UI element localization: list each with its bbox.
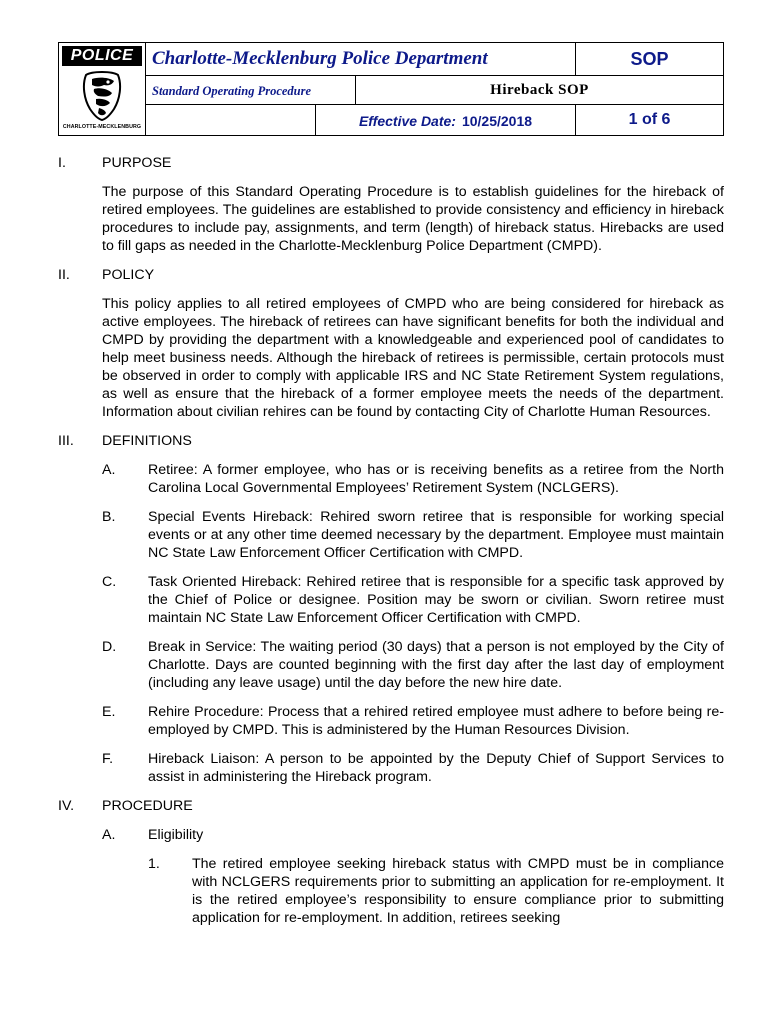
page-number: 1 of 6 (628, 111, 671, 128)
purpose-paragraph: The purpose of this Standard Operating Procedure is to establish guidelines for the hireback of retired employees. The guidelines are established to provide consistency and efficiency in hireback procedures to include pay, assignments, and term (length) of hireback status. Hirebacks are used to fill gaps as needed in the Charlotte-Mecklenburg Police Department (CMPD). (102, 184, 724, 254)
effective-date-cell (315, 104, 576, 136)
definition-item (102, 508, 724, 562)
item-letter: A. (102, 462, 116, 478)
section-number: III. (58, 433, 74, 449)
item-letter: F. (102, 751, 114, 767)
cmpd-logo (62, 46, 142, 132)
item-text: Task Oriented Hireback: Rehired retiree that is responsible for a specific task approved by the Chief of Police or designee. Position may be sworn or civilian. Sworn retiree must maintain NC State Law Enforcement Officer Certification with CMPD. (148, 574, 724, 626)
doc-type-cell (575, 42, 724, 76)
policy-paragraph: This policy applies to all retired employees of CMPD who are being considered for hireback as active employees. The hireback of retirees can have significant benefits for both the individual and CMPD by providing the department with a knowledgeable and experienced pool of candidates to help meet business needs. Although the hireback of retirees is permissible, certain protocols must be observed in order to comply with applicable IRS and NC State Retirement System regulations, as well as ensure that the hireback of a former employee meets the needs of the department. Information about civilian rehires can be found by contacting City of Charlotte Human Resources. (102, 296, 724, 420)
section-heading-purpose (58, 154, 724, 172)
item-letter: B. (102, 509, 116, 525)
section-number: IV. (58, 798, 75, 814)
definition-item (102, 638, 724, 692)
section-title: PROCEDURE (102, 798, 193, 814)
section-heading-policy (58, 266, 724, 284)
logo-footer: CHARLOTTE-MECKLENBURG (62, 124, 142, 130)
sop-name-cell (355, 75, 724, 105)
procedure-subsection (102, 826, 724, 844)
section-title: DEFINITIONS (102, 433, 192, 449)
section-title: PURPOSE (102, 155, 172, 171)
subsection-title: Eligibility (148, 827, 204, 843)
effective-date-label: Effective Date: (358, 113, 456, 129)
item-text: Break in Service: The waiting period (30 days) that a person is not employed by the City of Charlotte. Days are counted beginning with the first day after the last day of employment (including any leave usage) until the day before the new hire date. (148, 639, 724, 691)
document-header (58, 42, 724, 136)
hornet-seal-icon (78, 69, 126, 121)
item-letter: C. (102, 574, 117, 590)
sop-label: Standard Operating Procedure (152, 84, 312, 98)
effective-date-value: 10/25/2018 (461, 113, 533, 129)
doc-type: SOP (630, 49, 669, 69)
item-text: Hireback Liaison: A person to be appointed by the Deputy Chief of Support Services to assist in administering the Hireback program. (148, 751, 724, 785)
item-text: Rehire Procedure: Process that a rehired retired employee must adhere to before being re-employed by CMPD. This is administered by the Human Resources Division. (148, 704, 724, 738)
item-letter: E. (102, 704, 116, 720)
sop-label-cell (145, 75, 356, 105)
section-heading-definitions (58, 432, 724, 450)
subsection-letter: A. (102, 827, 116, 843)
blank-cell (145, 104, 316, 136)
page-number-cell (575, 104, 724, 136)
sop-name: Hireback SOP (490, 82, 589, 98)
definition-item (102, 461, 724, 497)
item-text: Retiree: A former employee, who has or is receiving benefits as a retiree from the North Carolina Local Governmental Employees’ Retirement System (NCLGERS). (148, 462, 724, 496)
section-number: II. (58, 267, 70, 283)
item-number: 1. (148, 856, 160, 872)
procedure-item (148, 855, 724, 927)
document-body (58, 154, 724, 927)
section-number: I. (58, 155, 66, 171)
item-text: The retired employee seeking hireback status with CMPD must be in compliance with NCLGERS requirements prior to submitting an application for re-employment. It is the retired employee’s responsibility to ensure compliance prior to submitting application for re-employment. In addition, retirees seeking (192, 856, 724, 926)
item-letter: D. (102, 639, 117, 655)
definition-item (102, 573, 724, 627)
department-title: Charlotte-Mecklenburg Police Department (152, 48, 488, 69)
department-title-cell (145, 42, 576, 76)
section-title: POLICY (102, 267, 155, 283)
definition-item (102, 703, 724, 739)
item-text: Special Events Hireback: Rehired sworn retiree that is responsible for working special events or at any other time deemed necessary by the department. Employee must maintain NC State Law Enforcement Officer Certification with CMPD. (148, 509, 724, 561)
logo-banner: POLICE (62, 46, 142, 66)
definition-item (102, 750, 724, 786)
section-heading-procedure (58, 797, 724, 815)
logo-cell (58, 42, 146, 136)
